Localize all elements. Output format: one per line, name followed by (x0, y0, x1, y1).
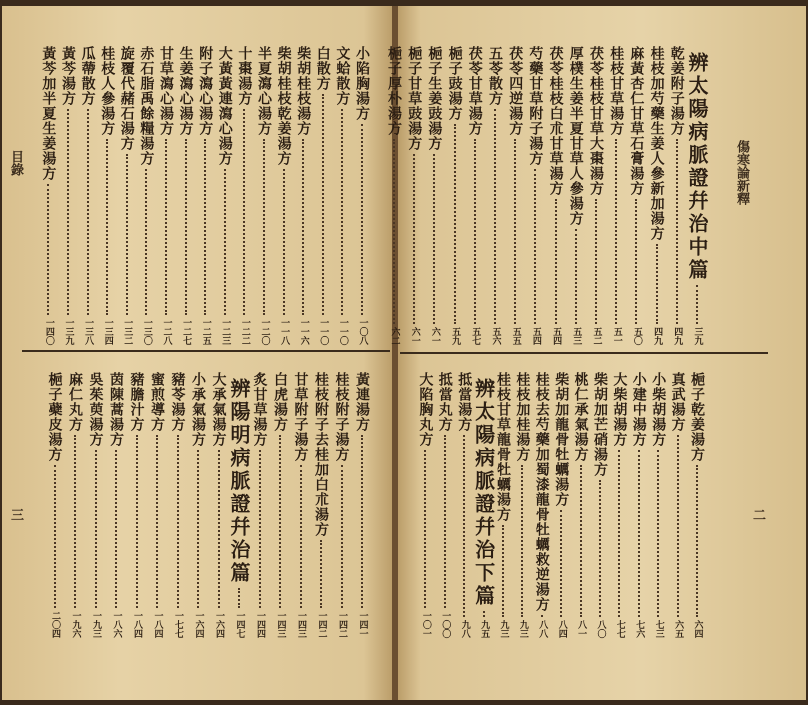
dot-leader (204, 139, 206, 315)
dot-leader (638, 450, 640, 617)
entry-title: 白散方 (314, 46, 331, 91)
toc-entry (149, 372, 165, 638)
entry-title: 茯苓桂枝白朮甘草湯方 (547, 46, 564, 196)
entry-page-number: 七六 (634, 620, 645, 638)
toc-entry (67, 372, 83, 638)
toc-entry (507, 46, 523, 345)
entry-page-number: 五六 (490, 327, 501, 345)
toc-entry (437, 372, 453, 638)
dot-leader (615, 139, 617, 324)
entry-title: 大柴胡湯方 (611, 372, 628, 447)
entry-page-number: 八〇 (595, 620, 606, 638)
dot-leader (136, 435, 138, 608)
toc-entry (628, 46, 644, 345)
dot-leader (218, 450, 220, 608)
toc-entry (669, 46, 685, 345)
entry-page-number: 一〇一 (420, 611, 431, 638)
entry-title: 桂枝加桂湯方 (514, 372, 531, 462)
entry-title: 黃連湯方 (354, 372, 370, 432)
entry-page-number: 四九 (672, 327, 683, 345)
entry-page-number: 一一〇 (318, 318, 329, 345)
book-title-margin: 傷寒論新釋 (734, 140, 749, 205)
entry-page-number: 五九 (450, 327, 461, 345)
dot-leader (74, 435, 76, 608)
dot-leader (165, 139, 167, 315)
toc-entry (217, 46, 233, 345)
toc-entry (40, 46, 56, 345)
entry-title: 梔子厚朴湯方 (386, 46, 402, 136)
dot-leader (279, 435, 281, 608)
toc-entry (119, 46, 135, 345)
toc-entry (631, 372, 647, 638)
section-heading (227, 378, 251, 638)
toc-entry (354, 372, 370, 638)
entry-page-number: 一八四 (152, 611, 163, 638)
entry-page-number: 九八 (459, 620, 470, 638)
entry-title: 柴胡加龍骨牡蠣湯方 (553, 372, 570, 507)
toc-entry (272, 372, 288, 638)
toc-entry (80, 46, 96, 345)
entry-page-number: 一四七 (234, 611, 245, 638)
dot-leader (238, 588, 240, 608)
entry-title: 麻黃杏仁甘草石膏湯方 (628, 46, 645, 196)
entry-title: 茵陳蒿湯方 (108, 372, 124, 447)
dot-leader (444, 435, 446, 608)
entry-page-number: 五二 (591, 327, 602, 345)
dot-leader (433, 154, 435, 324)
dot-leader (341, 465, 343, 608)
entry-page-number: 五一 (611, 327, 622, 345)
dot-leader (560, 510, 562, 617)
entry-page-number: 五〇 (631, 327, 642, 345)
toc-entry (573, 372, 589, 638)
entry-title: 黃芩加半夏生姜湯方 (40, 46, 57, 181)
toc-entry (456, 372, 472, 638)
toc-entry (88, 372, 104, 638)
left-page-number: 三 (8, 508, 23, 521)
entry-page-number: 一九三 (91, 611, 101, 638)
entry-title: 茯苓四逆湯方 (507, 46, 524, 136)
dot-leader (243, 109, 245, 315)
dot-leader (635, 199, 637, 324)
entry-page-number: 一〇〇 (440, 611, 451, 638)
entry-page-number: 一三二 (122, 318, 133, 345)
entry-title: 柴胡桂枝湯方 (295, 46, 312, 136)
dot-leader (47, 184, 49, 315)
dot-leader (599, 480, 601, 617)
entry-title: 小承氣湯方 (190, 372, 206, 447)
entry-page-number: 五三 (571, 327, 582, 345)
entry-page-number: 五五 (510, 327, 521, 345)
toc-entry (689, 372, 705, 638)
entry-title: 桂枝加芍藥生姜人參新加湯方 (648, 46, 665, 241)
dot-leader (656, 244, 658, 324)
entry-title: 豬苓湯方 (169, 372, 186, 432)
entry-title: 梔子生姜豉湯方 (426, 46, 443, 151)
entry-title: 文蛤散方 (334, 46, 351, 106)
toc-entry (487, 46, 503, 345)
dot-leader (696, 285, 698, 324)
toc-entry (178, 46, 194, 345)
dot-leader (361, 435, 363, 608)
toc-entry (47, 372, 63, 638)
entry-page-number: 一一六 (298, 318, 309, 345)
entry-page-number: 一一八 (279, 318, 290, 345)
dot-leader (322, 94, 324, 315)
toc-entry (650, 372, 666, 638)
dot-leader (106, 139, 108, 315)
right-divider-rule (400, 352, 768, 354)
entry-page-number: 九五 (479, 620, 490, 638)
toc-entry (170, 372, 186, 638)
entry-title: 炙甘草湯方 (251, 372, 268, 447)
dot-leader (300, 465, 302, 608)
dot-leader (156, 435, 158, 608)
entry-page-number: 一二二 (239, 318, 250, 345)
entry-title: 桂枝附子去桂加白朮湯方 (313, 372, 329, 537)
entry-page-number: 八八 (537, 620, 548, 638)
dot-leader (595, 199, 597, 324)
entry-title: 附子瀉心湯方 (197, 46, 214, 136)
dot-leader (341, 109, 343, 315)
entry-title: 梔子甘草豉湯方 (406, 46, 423, 151)
entry-page-number: 一八四 (132, 611, 142, 638)
entry-page-number: 一四三 (296, 611, 306, 638)
toc-entry (386, 46, 402, 345)
section-heading (472, 378, 496, 638)
toc-entry (293, 372, 309, 638)
toc-entry (99, 46, 115, 345)
toc-entry (426, 46, 442, 345)
entry-title: 辨太陽病脈證幷治中篇 (685, 52, 709, 282)
entry-title: 柴胡加芒硝湯方 (592, 372, 608, 477)
entry-title: 小建中湯方 (630, 372, 647, 447)
entry-page-number: 六一 (429, 327, 440, 345)
dot-leader (424, 450, 426, 608)
entry-page-number: 一三四 (102, 318, 113, 345)
entry-title: 桂枝人參湯方 (99, 46, 116, 136)
entry-title: 梔子豉湯方 (446, 46, 463, 121)
entry-page-number: 七七 (614, 620, 625, 638)
entry-title: 真武湯方 (669, 372, 686, 432)
entry-page-number: 五四 (530, 327, 541, 345)
toc-entry (190, 372, 206, 638)
toc-entry (649, 46, 665, 345)
dot-leader (521, 465, 523, 617)
toc-entry (158, 46, 174, 345)
toc-entry (592, 372, 608, 638)
entry-title: 蜜煎導方 (149, 372, 165, 432)
toc-entry (611, 372, 627, 638)
dot-leader (67, 109, 69, 315)
entry-page-number: 一四二 (337, 611, 347, 638)
toc-entry (354, 46, 370, 345)
toc-entry (608, 46, 624, 345)
dot-leader (361, 124, 363, 315)
dot-leader (483, 611, 485, 617)
entry-page-number: 九三 (498, 620, 509, 638)
toc-entry (60, 46, 76, 345)
toc-entry (276, 46, 292, 345)
entry-title: 乾姜附子湯方 (668, 46, 685, 136)
toc-entry (334, 372, 350, 638)
dot-leader (320, 540, 322, 608)
dot-leader (502, 525, 504, 617)
entry-title: 柴胡桂枝乾姜湯方 (275, 46, 292, 166)
entry-title: 吳茱萸湯方 (87, 372, 104, 447)
entry-page-number: 一三八 (83, 318, 94, 345)
dot-leader (618, 450, 620, 617)
toc-entry (467, 46, 483, 345)
toc-entry (256, 46, 272, 345)
toc-entry (406, 46, 422, 345)
dot-leader (283, 169, 285, 315)
dot-leader (657, 450, 659, 617)
toc-entry (514, 372, 530, 638)
entry-title: 辨太陽病脈證幷治下篇 (471, 378, 496, 608)
toc-entry (252, 372, 268, 638)
entry-page-number: 一二三 (220, 318, 231, 345)
entry-title: 桃仁承氣湯方 (572, 372, 589, 462)
entry-title: 茯苓甘草湯方 (466, 46, 483, 136)
toc-entry (447, 46, 463, 345)
dot-leader (555, 199, 557, 324)
entry-title: 麻仁丸方 (67, 372, 83, 432)
entry-page-number: 一六四 (214, 611, 224, 638)
entry-title: 桂枝甘草湯方 (608, 46, 625, 136)
entry-title: 桂枝附子湯方 (333, 372, 350, 462)
entry-page-number: 一二五 (200, 318, 211, 345)
entry-page-number: 四九 (652, 327, 663, 345)
entry-title: 桂枝去芍藥加蜀漆龍骨牡蠣救逆湯方 (533, 372, 550, 612)
entry-page-number: 一四一 (357, 611, 368, 638)
entry-title: 赤石脂禹餘糧湯方 (138, 46, 155, 166)
entry-title: 桂枝甘草龍骨牡蠣湯方 (495, 372, 511, 522)
dot-leader (463, 435, 465, 617)
dot-leader (263, 139, 265, 315)
dot-leader (696, 465, 698, 617)
toc-entry (534, 372, 550, 638)
toc-entry (138, 46, 154, 345)
toc-entry (495, 372, 511, 638)
dot-leader (185, 139, 187, 315)
dot-leader (302, 139, 304, 315)
entry-title: 辨陽明病脈證幷治篇 (227, 378, 251, 585)
toc-entry (553, 372, 569, 638)
toc-entry (236, 46, 252, 345)
entry-title: 五苓散方 (487, 46, 503, 106)
entry-page-number: 一八六 (111, 611, 122, 638)
entry-title: 茯苓桂枝甘草大棗湯方 (588, 46, 604, 196)
entry-title: 甘草附子湯方 (292, 372, 309, 462)
toc-entry (129, 372, 145, 638)
entry-page-number: 五七 (470, 327, 481, 345)
dot-leader (580, 465, 582, 617)
dot-leader (514, 139, 516, 324)
dot-leader (95, 450, 97, 608)
entry-title: 旋覆代赭石湯方 (118, 46, 135, 151)
dot-leader (87, 109, 89, 315)
toc-entry (315, 46, 331, 345)
entry-page-number: 一七七 (173, 611, 183, 638)
dot-leader (393, 139, 395, 324)
section-label-margin: 目錄 (8, 150, 23, 176)
dot-leader (145, 169, 147, 315)
entry-title: 梔子蘗皮湯方 (46, 372, 63, 462)
entry-title: 黃芩湯方 (60, 46, 76, 106)
toc-entry (568, 46, 584, 345)
entry-page-number: 一二七 (181, 318, 192, 345)
entry-page-number: 三九 (692, 327, 703, 345)
toc-entry (313, 372, 329, 638)
entry-page-number: 一〇八 (357, 318, 368, 345)
dot-leader (54, 465, 56, 608)
entry-title: 抵當丸方 (436, 372, 453, 432)
dot-leader (534, 169, 536, 324)
toc-entry (108, 372, 124, 638)
entry-page-number: 六四 (692, 620, 703, 638)
dot-leader (677, 435, 679, 617)
entry-page-number: 一九六 (70, 611, 81, 638)
dot-leader (177, 435, 179, 608)
entry-title: 甘草瀉心湯方 (158, 46, 174, 136)
toc-entry (548, 46, 564, 345)
entry-title: 十棗湯方 (236, 46, 253, 106)
dot-leader (676, 139, 678, 324)
dot-leader (224, 169, 226, 315)
entry-page-number: 一六四 (193, 611, 204, 638)
right-page-number: 二 (750, 508, 765, 521)
entry-page-number: 九三 (517, 620, 528, 638)
dot-leader (454, 124, 456, 324)
toc-entry (334, 46, 350, 345)
toc-entry (527, 46, 543, 345)
dot-leader (126, 154, 128, 315)
dot-leader (494, 109, 496, 324)
entry-page-number: 八四 (556, 620, 567, 638)
entry-title: 大陷胸丸方 (417, 372, 434, 447)
toc-entry (197, 46, 213, 345)
entry-page-number: 六一 (409, 327, 420, 345)
entry-page-number: 一三〇 (141, 318, 152, 345)
entry-title: 大承氣湯方 (210, 372, 227, 447)
entry-page-number: 五四 (551, 327, 562, 345)
entry-title: 厚樸生姜半夏甘草人參湯方 (567, 46, 584, 226)
dot-leader (575, 229, 577, 324)
entry-page-number: 一二八 (161, 318, 172, 345)
entry-page-number: 一四二 (316, 611, 327, 638)
entry-page-number: 七三 (653, 620, 664, 638)
entry-page-number: 八一 (576, 620, 587, 638)
toc-entry (670, 372, 686, 638)
entry-title: 豬膽汁方 (128, 372, 145, 432)
toc-entry (295, 46, 311, 345)
entry-title: 小陷胸湯方 (354, 46, 370, 121)
entry-title: 抵當湯方 (456, 372, 473, 432)
toc-entry (211, 372, 227, 638)
entry-title: 梔子乾姜湯方 (689, 372, 705, 462)
toc-entry (417, 372, 433, 638)
entry-title: 大黃黃連瀉心湯方 (216, 46, 233, 166)
entry-title: 小柴胡湯方 (650, 372, 667, 447)
entry-page-number: 六五 (673, 620, 684, 638)
toc-entry (588, 46, 604, 345)
entry-page-number: 六二 (389, 327, 400, 345)
entry-title: 瓜蔕散方 (79, 46, 96, 106)
entry-title: 白虎湯方 (272, 372, 288, 432)
dot-leader (413, 154, 415, 324)
entry-title: 生姜瀉心湯方 (177, 46, 194, 136)
entry-page-number: 一二〇 (259, 318, 270, 345)
entry-page-number: 一一〇 (337, 318, 348, 345)
dot-leader (115, 450, 117, 608)
entry-title: 半夏瀉心湯方 (256, 46, 272, 136)
entry-page-number: 一三九 (63, 318, 74, 345)
entry-title: 芍藥甘草附子湯方 (527, 46, 544, 166)
left-divider-rule (22, 350, 390, 352)
section-heading (685, 52, 709, 345)
dot-leader (259, 450, 261, 608)
dot-leader (197, 450, 199, 608)
entry-page-number: 一四〇 (43, 318, 54, 345)
entry-page-number: 一四四 (255, 611, 265, 638)
entry-page-number: 二〇四 (50, 611, 60, 638)
entry-page-number: 一四三 (275, 611, 286, 638)
dot-leader (474, 139, 476, 324)
dot-leader (541, 615, 543, 617)
